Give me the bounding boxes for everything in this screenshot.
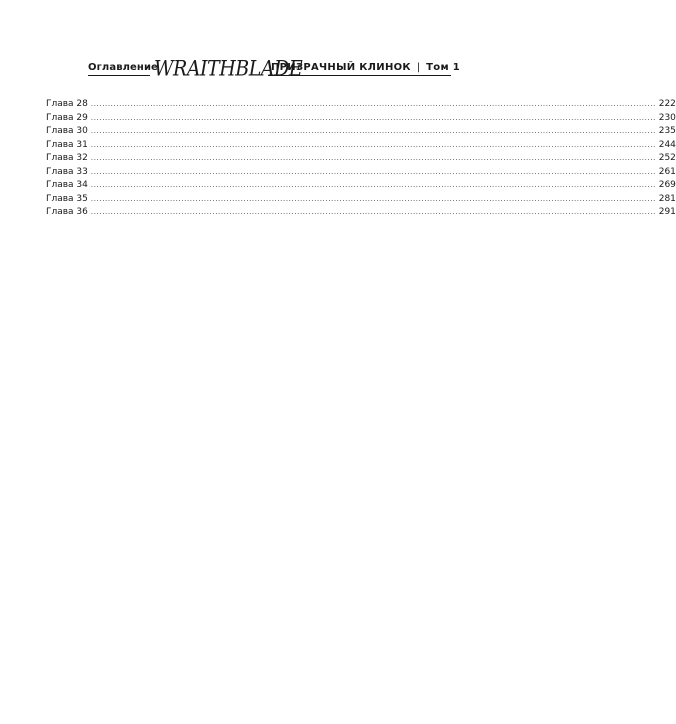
toc-entry-page: 252: [658, 153, 676, 163]
dot-leader: ........................................................................................................................................................................................................: [90, 100, 656, 108]
dot-leader: ........................................................................................................................................................................................................: [90, 127, 656, 135]
toc-entry-label: Глава 28: [46, 99, 88, 109]
toc-entry-page: 291: [658, 207, 676, 217]
toc-entry[interactable]: [46, 125, 676, 139]
book-title-volume: [271, 62, 460, 73]
book-logo: WRAITHBLADE: [154, 56, 303, 82]
toc-entry-label: Глава 34: [46, 180, 88, 190]
toc-entry[interactable]: [46, 206, 676, 220]
toc-entry-page: 230: [658, 112, 676, 123]
header-rule: [88, 75, 150, 76]
toc-entry-label: Глава 31: [46, 139, 88, 150]
toc-entry[interactable]: [46, 193, 676, 207]
toc-entry[interactable]: [46, 152, 676, 166]
toc-entry-page: 222: [658, 99, 676, 109]
toc-entry[interactable]: [46, 179, 676, 193]
section-title: Оглавление: [88, 62, 158, 73]
dot-leader: ........................................................................................................................................................................................................: [90, 194, 656, 203]
running-header: [88, 56, 460, 84]
toc-entry-label: Глава 33: [46, 166, 88, 177]
dot-leader: ........................................................................................................................................................................................................: [90, 181, 656, 189]
toc-entry-label: Глава 30: [46, 126, 88, 136]
toc-entry[interactable]: [46, 166, 676, 180]
toc-entry[interactable]: [46, 139, 676, 153]
dot-leader: ........................................................................................................................................................................................................: [90, 140, 656, 149]
toc-entry-page: 269: [658, 180, 676, 190]
dot-leader: ........................................................................................................................................................................................................: [90, 167, 656, 176]
header-rule: [268, 75, 451, 76]
volume-label: Том 1: [426, 62, 460, 73]
toc-entry-page: 235: [658, 126, 676, 136]
toc-entry-label: Глава 36: [46, 207, 88, 217]
title-separator: |: [416, 62, 421, 73]
toc-entry[interactable]: [46, 98, 676, 112]
table-of-contents: [46, 98, 676, 220]
toc-entry[interactable]: [46, 112, 676, 126]
toc-entry-label: Глава 35: [46, 193, 88, 204]
toc-entry-label: Глава 32: [46, 153, 88, 163]
toc-entry-page: 281: [658, 193, 676, 204]
dot-leader: ........................................................................................................................................................................................................: [90, 113, 656, 122]
book-title: ПРИЗРАЧНЫЙ КЛИНОК: [271, 62, 411, 73]
toc-entry-label: Глава 29: [46, 112, 88, 123]
toc-entry-page: 261: [658, 166, 676, 177]
dot-leader: ........................................................................................................................................................................................................: [90, 208, 656, 216]
toc-entry-page: 244: [658, 139, 676, 150]
dot-leader: ........................................................................................................................................................................................................: [90, 154, 656, 162]
